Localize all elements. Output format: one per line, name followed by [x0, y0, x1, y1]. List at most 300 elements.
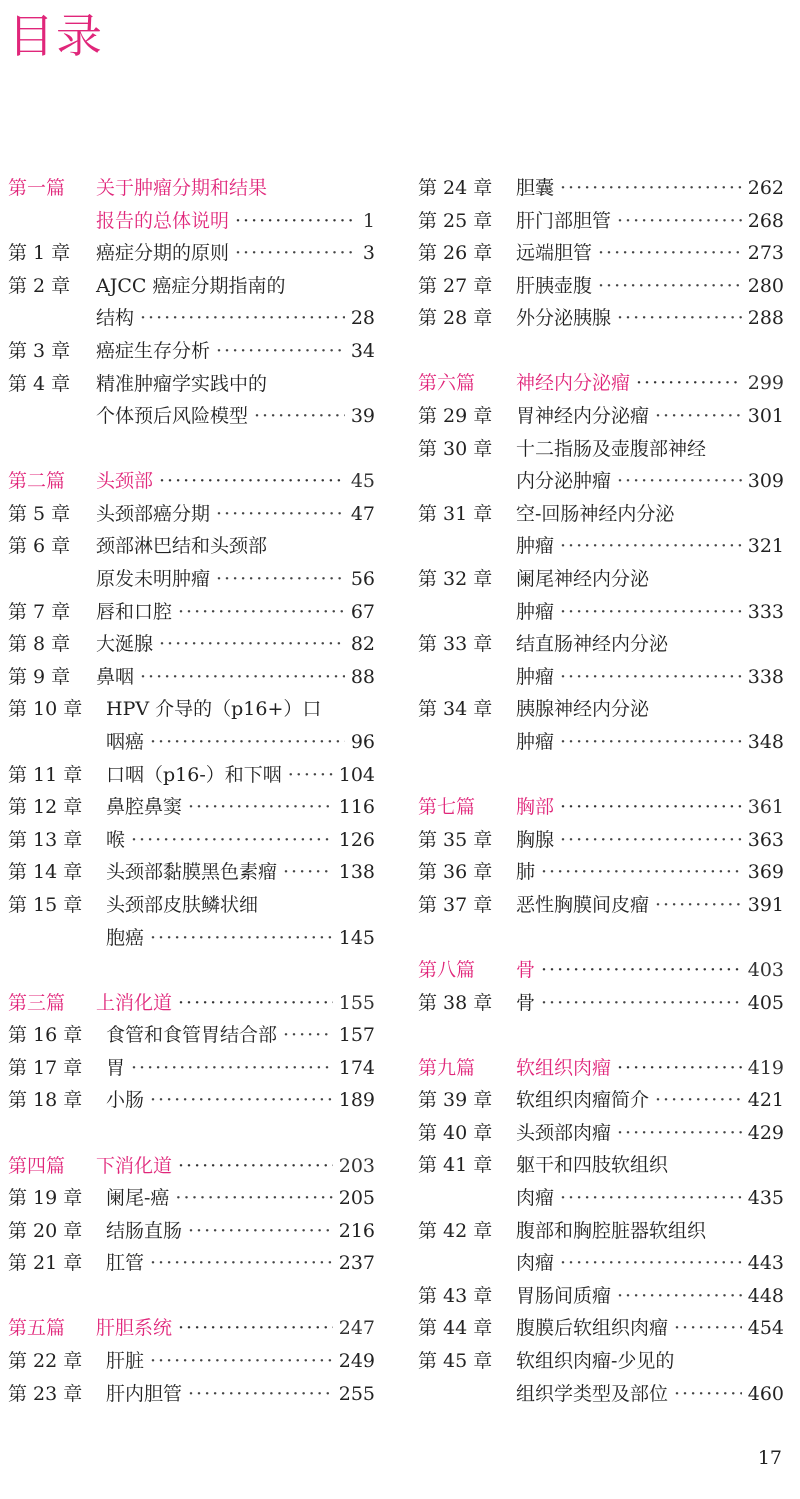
toc-chapter-entry[interactable] — [8, 661, 375, 694]
entry-page-number: 203 — [338, 1154, 375, 1177]
entry-page-number: 1 — [362, 209, 375, 232]
entry-body — [106, 889, 375, 922]
toc-right-column — [418, 172, 784, 1410]
entry-body — [96, 530, 375, 563]
entry-body — [96, 1312, 375, 1345]
chapter-label: 第 23 章 — [8, 1382, 83, 1405]
chapter-label: 第 42 章 — [418, 1219, 493, 1242]
entry-page-number: 309 — [747, 470, 784, 493]
entry-page-number: 391 — [747, 893, 784, 916]
entry-title: 腹部和胸腔脏器软组织 — [516, 1219, 707, 1242]
toc-chapter-entry[interactable] — [8, 759, 375, 792]
dot-leader — [216, 335, 345, 368]
entry-body — [106, 1019, 375, 1052]
dot-leader — [617, 465, 742, 498]
chapter-label: 第 17 章 — [8, 1056, 83, 1079]
chapter-label: 第 40 章 — [418, 1121, 493, 1144]
page-number: 17 — [757, 1447, 782, 1469]
toc-left-column — [8, 172, 375, 1410]
entry-title: 肝胰壶腹 — [516, 274, 593, 297]
toc-chapter-entry[interactable] — [418, 1312, 784, 1345]
toc-chapter-entry[interactable] — [8, 1247, 375, 1280]
toc-chapter-entry[interactable] — [418, 889, 784, 922]
entry-page-number: 448 — [747, 1284, 784, 1307]
toc-part-entry[interactable] — [8, 465, 375, 498]
toc-chapter-entry[interactable] — [8, 791, 375, 824]
toc-chapter-entry[interactable] — [8, 530, 375, 563]
dot-leader — [636, 367, 742, 400]
entry-page-number: 126 — [338, 828, 375, 851]
entry-body — [96, 237, 375, 270]
dot-leader — [131, 824, 333, 857]
dot-leader — [235, 205, 357, 238]
dot-leader — [140, 661, 345, 694]
toc-part-entry[interactable] — [418, 791, 784, 824]
toc-chapter-entry[interactable] — [8, 335, 375, 368]
toc-chapter-entry[interactable] — [418, 1084, 784, 1117]
entry-body — [96, 596, 375, 629]
entry-body — [516, 889, 784, 922]
dot-leader — [178, 1312, 333, 1345]
entry-page-number: 280 — [747, 274, 784, 297]
part-label: 第三篇 — [8, 991, 66, 1014]
chapter-label: 第 27 章 — [418, 274, 493, 297]
entry-page-number: 262 — [747, 177, 784, 199]
entry-body — [516, 596, 784, 629]
entry-page-number: 361 — [747, 796, 784, 819]
entry-body — [516, 1312, 784, 1345]
entry-body — [96, 368, 375, 401]
entry-title: 原发未明肿瘤 — [96, 568, 211, 591]
entry-body — [106, 693, 375, 726]
entry-page-number: 321 — [747, 535, 784, 558]
entry-page-number: 333 — [747, 600, 784, 623]
entry-title: 肝胆系统 — [96, 1317, 173, 1340]
toc-part-entry[interactable] — [8, 172, 375, 205]
toc-chapter-entry[interactable] — [418, 237, 784, 270]
dot-leader — [140, 302, 345, 335]
entry-title: 腹膜后软组织肉瘤 — [516, 1317, 669, 1340]
chapter-label: 第 41 章 — [418, 1154, 493, 1177]
entry-title: AJCC 癌症分期指南的 — [96, 274, 286, 297]
entry-title: 肿瘤 — [516, 731, 555, 753]
toc-entry-continuation[interactable] — [8, 726, 375, 759]
toc-chapter-entry[interactable] — [418, 1149, 784, 1182]
dot-leader — [150, 1247, 333, 1280]
dot-leader — [188, 791, 333, 824]
toc-chapter-entry[interactable] — [8, 628, 375, 661]
entry-body — [96, 302, 375, 335]
section-gap — [8, 954, 375, 987]
dot-leader — [560, 791, 742, 824]
chapter-label: 第 21 章 — [8, 1252, 83, 1275]
dot-leader — [617, 302, 742, 335]
entry-title: 上消化道 — [96, 991, 173, 1014]
entry-body — [516, 628, 784, 661]
entry-body — [96, 661, 375, 694]
entry-title: 空-回肠神经内分泌 — [516, 502, 675, 525]
entry-title: 肿瘤 — [516, 600, 555, 623]
entry-title: 鼻腔鼻窦 — [106, 796, 183, 819]
dot-leader — [254, 400, 345, 433]
entry-page-number: 255 — [338, 1382, 375, 1405]
entry-title: 肿瘤 — [516, 665, 555, 688]
entry-page-number: 237 — [338, 1252, 375, 1275]
toc-entry-continuation[interactable] — [418, 530, 784, 563]
entry-page-number: 39 — [350, 405, 375, 428]
toc-chapter-entry[interactable] — [8, 1084, 375, 1117]
toc-entry-continuation[interactable] — [8, 922, 375, 955]
chapter-label: 第 44 章 — [418, 1317, 493, 1340]
dot-leader — [598, 237, 742, 270]
entry-body — [516, 791, 784, 824]
entry-title: 胃肠间质瘤 — [516, 1284, 612, 1307]
entry-page-number: 460 — [747, 1382, 784, 1405]
toc-entry-continuation[interactable] — [8, 563, 375, 596]
toc-chapter-entry[interactable] — [418, 400, 784, 433]
section-gap — [8, 1280, 375, 1313]
chapter-label: 第 25 章 — [418, 209, 493, 232]
entry-body — [516, 856, 784, 889]
entry-title: 癌症分期的原则 — [96, 242, 230, 265]
chapter-label: 第 15 章 — [8, 893, 83, 916]
toc-chapter-entry[interactable] — [418, 1280, 784, 1313]
part-label: 第一篇 — [8, 177, 66, 199]
entry-page-number: 288 — [747, 307, 784, 330]
toc-part-entry[interactable] — [8, 205, 375, 238]
entry-body — [516, 1247, 784, 1280]
dot-leader — [617, 1280, 742, 1313]
entry-title: 远端胆管 — [516, 242, 593, 265]
toc-entry-continuation[interactable] — [418, 1378, 784, 1411]
chapter-label: 第 24 章 — [418, 177, 493, 199]
entry-body — [106, 791, 375, 824]
entry-page-number: 28 — [350, 307, 375, 330]
dot-leader — [560, 172, 742, 205]
entry-body — [106, 1215, 375, 1248]
dot-leader — [178, 987, 333, 1020]
entry-body — [106, 922, 375, 955]
entry-body — [106, 1378, 375, 1411]
entry-body — [516, 1149, 784, 1182]
entry-body — [516, 302, 784, 335]
toc-chapter-entry[interactable] — [8, 596, 375, 629]
entry-title: 胃 — [106, 1056, 126, 1079]
entry-title: 骨 — [516, 958, 536, 981]
entry-page-number: 405 — [747, 991, 784, 1014]
toc-entry-continuation[interactable] — [418, 465, 784, 498]
entry-page-number: 363 — [747, 828, 784, 851]
entry-page-number: 205 — [338, 1187, 375, 1210]
entry-title: 阑尾-癌 — [106, 1187, 170, 1210]
toc-chapter-entry[interactable] — [418, 856, 784, 889]
part-label: 第四篇 — [8, 1154, 66, 1177]
toc-chapter-entry[interactable] — [8, 368, 375, 401]
entry-title: 结构 — [96, 307, 135, 330]
entry-body — [516, 693, 784, 726]
dot-leader — [617, 1052, 742, 1085]
dot-leader — [560, 824, 742, 857]
part-label: 第五篇 — [8, 1317, 66, 1340]
entry-title: 头颈部肉瘤 — [516, 1121, 612, 1144]
entry-page-number: 47 — [350, 502, 375, 525]
dot-leader — [541, 954, 742, 987]
entry-title: 咽癌 — [106, 731, 145, 753]
toc-chapter-entry[interactable] — [8, 693, 375, 726]
dot-leader — [560, 1182, 742, 1215]
toc-chapter-entry[interactable] — [418, 824, 784, 857]
entry-title: 软组织肉瘤 — [516, 1056, 612, 1079]
toc-chapter-entry[interactable] — [418, 628, 784, 661]
toc-chapter-entry[interactable] — [8, 1215, 375, 1248]
entry-body — [516, 433, 784, 466]
entry-title: 头颈部皮肤鳞状细 — [106, 893, 259, 916]
toc-part-entry[interactable] — [418, 954, 784, 987]
entry-page-number: 155 — [338, 991, 375, 1014]
entry-page-number: 67 — [350, 600, 375, 623]
toc-chapter-entry[interactable] — [418, 270, 784, 303]
entry-body — [96, 172, 375, 205]
entry-title: 精准肿瘤学实践中的 — [96, 372, 268, 395]
entry-page-number: 443 — [747, 1252, 784, 1275]
dot-leader — [617, 1117, 742, 1150]
entry-body — [96, 400, 375, 433]
entry-body — [106, 726, 375, 759]
chapter-label: 第 26 章 — [418, 242, 493, 265]
entry-body — [96, 628, 375, 661]
entry-title: 食管和食管胃结合部 — [106, 1024, 278, 1047]
entry-body — [96, 563, 375, 596]
entry-title: 鼻咽 — [96, 665, 135, 688]
section-gap — [8, 1117, 375, 1150]
entry-title: 大涎腺 — [96, 633, 154, 656]
dot-leader — [150, 1084, 333, 1117]
chapter-label: 第 43 章 — [418, 1284, 493, 1307]
toc-chapter-entry[interactable] — [418, 205, 784, 238]
toc-chapter-entry[interactable] — [8, 237, 375, 270]
toc-chapter-entry[interactable] — [418, 302, 784, 335]
chapter-label: 第 8 章 — [8, 633, 71, 656]
toc-chapter-entry[interactable] — [8, 498, 375, 531]
entry-title: 胸腺 — [516, 828, 555, 851]
toc-part-entry[interactable] — [418, 367, 784, 400]
chapter-label: 第 33 章 — [418, 633, 493, 656]
entry-page-number: 82 — [350, 633, 375, 656]
chapter-label: 第 1 章 — [8, 242, 71, 265]
entry-title: 软组织肉瘤简介 — [516, 1089, 650, 1112]
entry-body — [516, 1052, 784, 1085]
entry-page-number: 138 — [338, 861, 375, 884]
dot-leader — [216, 563, 345, 596]
entry-body — [516, 726, 784, 759]
chapter-label: 第 19 章 — [8, 1187, 83, 1210]
toc-chapter-entry[interactable] — [8, 856, 375, 889]
chapter-label: 第 4 章 — [8, 372, 71, 395]
dot-leader — [235, 237, 357, 270]
chapter-label: 第 31 章 — [418, 502, 493, 525]
toc-chapter-entry[interactable] — [8, 270, 375, 303]
entry-body — [516, 400, 784, 433]
chapter-label: 第 35 章 — [418, 828, 493, 851]
dot-leader — [560, 530, 742, 563]
entry-page-number: 56 — [350, 568, 375, 591]
entry-page-number: 299 — [747, 372, 784, 395]
chapter-label: 第 9 章 — [8, 665, 71, 688]
entry-title: 恶性胸膜间皮瘤 — [516, 893, 650, 916]
entry-title: 肝脏 — [106, 1350, 145, 1372]
dot-leader — [159, 628, 345, 661]
entry-body — [516, 1117, 784, 1150]
entry-page-number: 216 — [338, 1219, 375, 1242]
entry-page-number: 174 — [338, 1056, 375, 1079]
entry-title: 口咽（p16-）和下咽 — [106, 763, 282, 786]
entry-page-number: 273 — [747, 242, 784, 265]
toc-entry-continuation[interactable] — [418, 661, 784, 694]
entry-page-number: 429 — [747, 1121, 784, 1144]
chapter-label: 第 12 章 — [8, 796, 83, 819]
part-label: 第八篇 — [418, 958, 476, 981]
toc-entry-continuation[interactable] — [418, 596, 784, 629]
toc-chapter-entry[interactable] — [418, 1215, 784, 1248]
toc-chapter-entry[interactable] — [8, 1378, 375, 1411]
entry-title: 肝门部胆管 — [516, 209, 612, 232]
entry-page-number: 189 — [338, 1089, 375, 1112]
toc-chapter-entry[interactable] — [418, 693, 784, 726]
entry-page-number: 419 — [747, 1056, 784, 1079]
entry-body — [106, 1247, 375, 1280]
chapter-label: 第 39 章 — [418, 1089, 493, 1112]
toc-entry-continuation[interactable] — [418, 1247, 784, 1280]
entry-body — [516, 1084, 784, 1117]
dot-leader — [560, 726, 742, 759]
entry-title: 肉瘤 — [516, 1187, 555, 1210]
toc-chapter-entry[interactable] — [418, 498, 784, 531]
toc-chapter-entry[interactable] — [418, 563, 784, 596]
chapter-label: 第 34 章 — [418, 698, 493, 721]
chapter-label: 第 29 章 — [418, 405, 493, 428]
section-gap — [418, 1019, 784, 1052]
entry-body — [96, 498, 375, 531]
entry-title: 骨 — [516, 991, 536, 1014]
dot-leader — [188, 1215, 333, 1248]
entry-title: 下消化道 — [96, 1154, 173, 1177]
toc-chapter-entry[interactable] — [8, 1052, 375, 1085]
entry-body — [516, 530, 784, 563]
entry-title: 胸部 — [516, 796, 555, 819]
entry-title: 胞癌 — [106, 926, 145, 949]
entry-body — [516, 824, 784, 857]
toc-chapter-entry[interactable] — [418, 433, 784, 466]
chapter-label: 第 2 章 — [8, 274, 71, 297]
entry-title: 关于肿瘤分期和结果 — [96, 177, 268, 199]
toc-chapter-entry[interactable] — [8, 1345, 375, 1378]
entry-title: 喉 — [106, 828, 126, 851]
entry-page-number: 96 — [350, 731, 375, 753]
entry-title: 十二指肠及壶腹部神经 — [516, 437, 707, 460]
entry-title: 个体预后风险模型 — [96, 405, 249, 428]
dot-leader — [216, 498, 345, 531]
entry-page-number: 145 — [338, 926, 375, 949]
toc-part-entry[interactable] — [8, 1312, 375, 1345]
dot-leader — [674, 1312, 742, 1345]
entry-title: 癌症生存分析 — [96, 339, 211, 362]
chapter-label: 第 22 章 — [8, 1350, 83, 1372]
toc-part-entry[interactable] — [8, 1150, 375, 1183]
entry-title: 头颈部黏膜黑色素瘤 — [106, 861, 278, 884]
dot-leader — [150, 726, 345, 759]
entry-page-number: 301 — [747, 405, 784, 428]
chapter-label: 第 36 章 — [418, 861, 493, 884]
entry-page-number: 268 — [747, 209, 784, 232]
entry-body — [106, 856, 375, 889]
entry-body — [106, 759, 375, 792]
dot-leader — [150, 1345, 333, 1378]
entry-page-number: 369 — [747, 861, 784, 884]
toc-chapter-entry[interactable] — [8, 1182, 375, 1215]
entry-page-number: 116 — [338, 796, 375, 819]
entry-body — [516, 465, 784, 498]
entry-body — [516, 172, 784, 205]
entry-page-number: 88 — [350, 665, 375, 688]
entry-title: 肛管 — [106, 1252, 145, 1275]
toc-part-entry[interactable] — [8, 987, 375, 1020]
entry-page-number: 247 — [338, 1317, 375, 1340]
part-label: 第六篇 — [418, 372, 476, 395]
entry-title: 头颈部癌分期 — [96, 502, 211, 525]
toc-entry-continuation[interactable] — [8, 400, 375, 433]
toc-chapter-entry[interactable] — [8, 889, 375, 922]
toc-part-entry[interactable] — [418, 1052, 784, 1085]
entry-title: 颈部淋巴结和头颈部 — [96, 535, 268, 558]
chapter-label: 第 32 章 — [418, 568, 493, 591]
chapter-label: 第 10 章 — [8, 698, 83, 721]
dot-leader — [560, 1247, 742, 1280]
entry-title: 唇和口腔 — [96, 600, 173, 623]
dot-leader — [175, 1182, 332, 1215]
entry-body — [96, 335, 375, 368]
toc-chapter-entry[interactable] — [418, 987, 784, 1020]
toc-entry-continuation[interactable] — [8, 302, 375, 335]
entry-title: 外分泌胰腺 — [516, 307, 612, 330]
toc-entry-continuation[interactable] — [418, 726, 784, 759]
section-gap — [418, 335, 784, 368]
entry-body — [106, 1345, 375, 1378]
toc-chapter-entry[interactable] — [418, 1117, 784, 1150]
section-gap — [8, 433, 375, 466]
toc-chapter-entry[interactable] — [8, 1019, 375, 1052]
page-title: 目录 — [8, 9, 104, 63]
dot-leader — [617, 205, 742, 238]
chapter-label: 第 11 章 — [8, 763, 83, 786]
toc-chapter-entry[interactable] — [8, 824, 375, 857]
toc-chapter-entry[interactable] — [418, 172, 784, 205]
section-gap — [418, 759, 784, 792]
toc-entry-continuation[interactable] — [418, 1182, 784, 1215]
entry-title: 胰腺神经内分泌 — [516, 698, 650, 721]
chapter-label: 第 28 章 — [418, 307, 493, 330]
entry-page-number: 338 — [747, 665, 784, 688]
entry-body — [106, 1182, 375, 1215]
chapter-label: 第 7 章 — [8, 600, 71, 623]
entry-title: 结直肠神经内分泌 — [516, 633, 669, 656]
entry-body — [96, 987, 375, 1020]
entry-title: 肺 — [516, 861, 536, 884]
entry-title: 肉瘤 — [516, 1252, 555, 1275]
toc-chapter-entry[interactable] — [418, 1345, 784, 1378]
entry-title: 小肠 — [106, 1089, 145, 1112]
entry-page-number: 421 — [747, 1089, 784, 1112]
dot-leader — [288, 759, 333, 792]
